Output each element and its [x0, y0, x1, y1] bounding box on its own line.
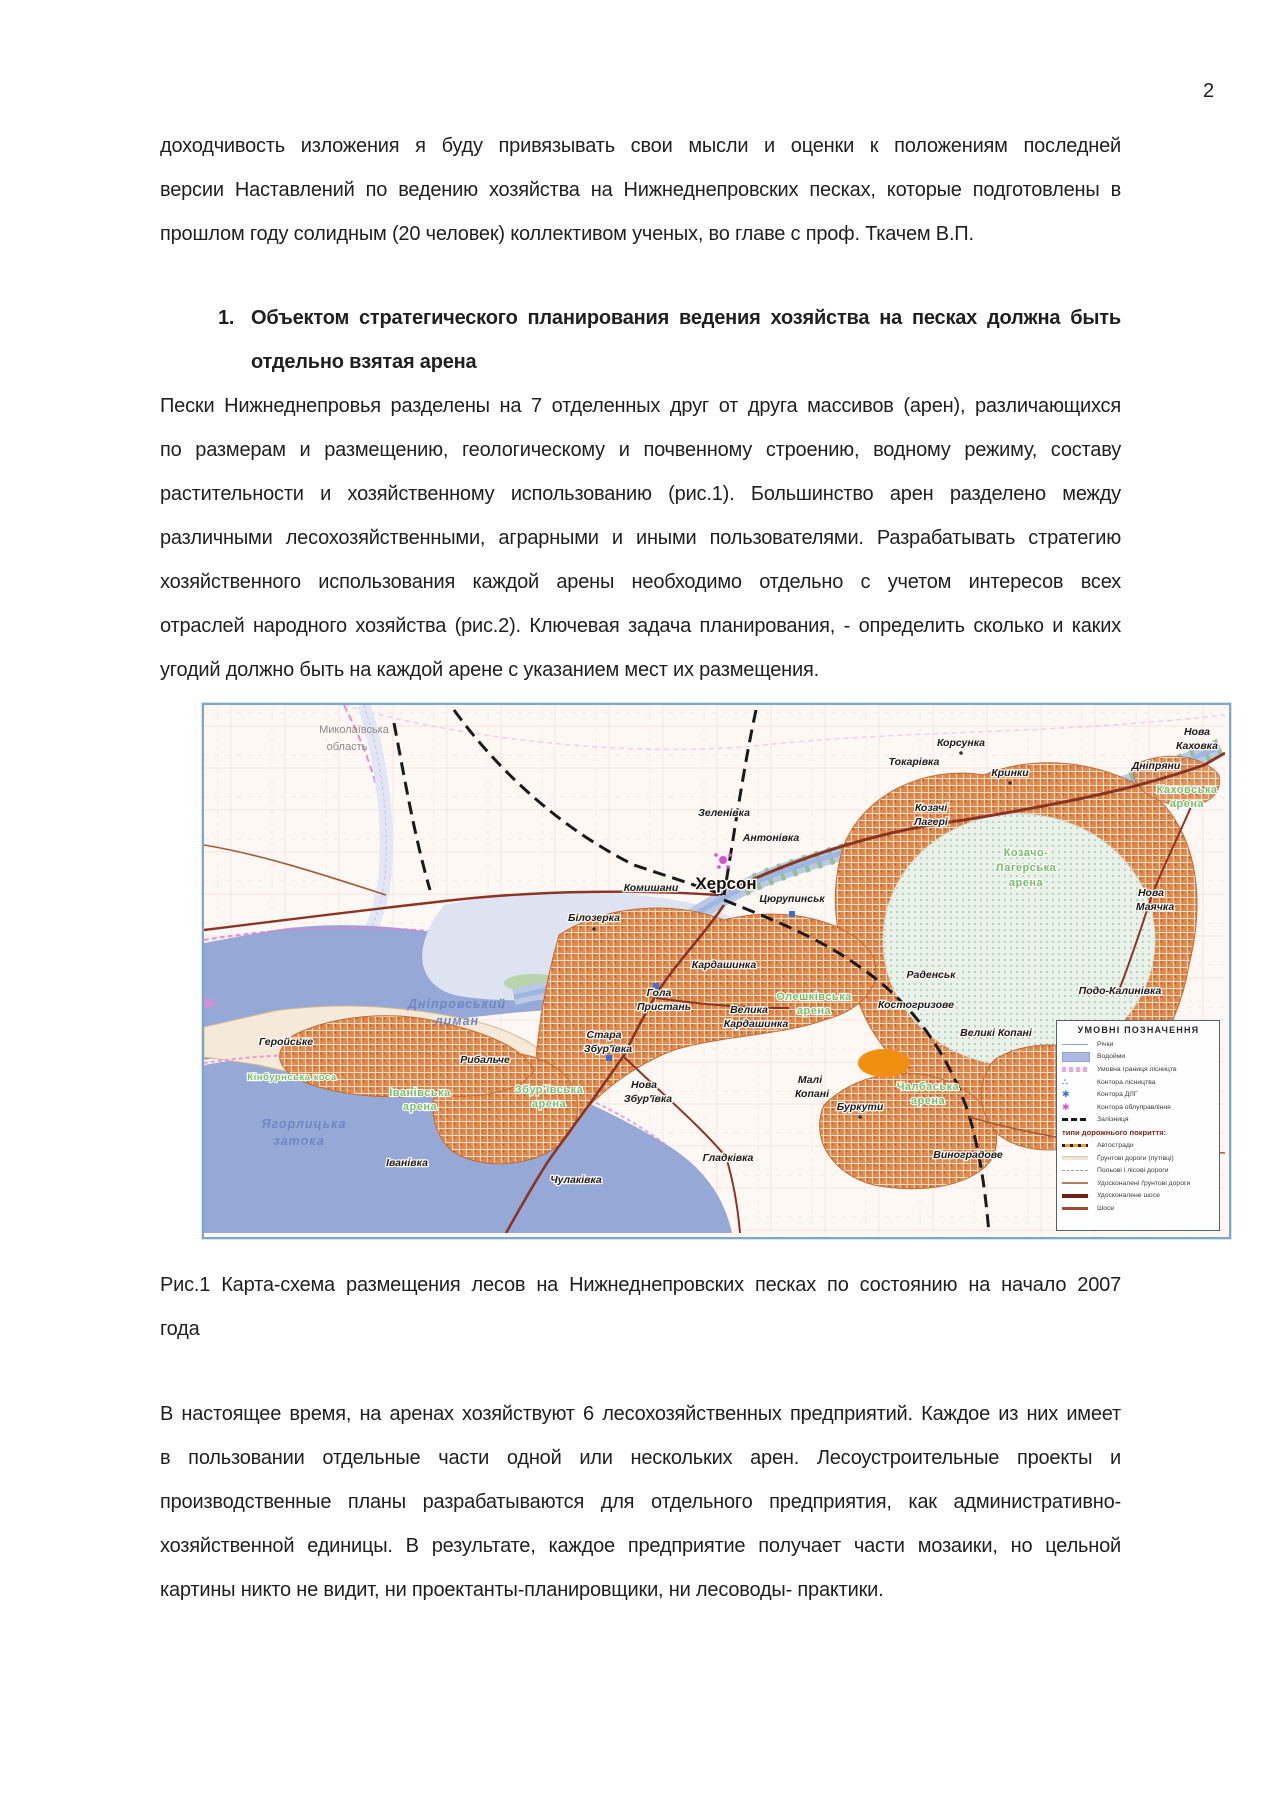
- map-label-town: Гола: [646, 987, 672, 999]
- map-label-arena: Чалбаська: [896, 1081, 960, 1093]
- caption-line: года: [160, 1318, 200, 1340]
- text-line: версии Наставлений по ведению хозяйства на Нижнеднепровских песках, которые подготовлены в: [160, 179, 1121, 201]
- legend-label: Шосе: [1097, 1204, 1115, 1212]
- map-label-town: Нова: [1137, 887, 1165, 899]
- town-dot: [1008, 781, 1012, 785]
- map-label-water: лиман: [434, 1014, 480, 1028]
- map-label-town: Дніпряни: [1131, 760, 1181, 772]
- map-label-town: Кринки: [991, 767, 1029, 779]
- map-label-region: Миколаївська: [319, 724, 389, 736]
- legend-label: Польові і лісові дороги: [1097, 1167, 1169, 1175]
- map-label-city-kherson: Херсон: [695, 874, 757, 893]
- map-label-town: Зеленівка: [698, 807, 750, 819]
- map-label-town: Великі Копані: [960, 1027, 1032, 1039]
- map-label-town: Стара: [586, 1029, 622, 1041]
- improved-dirt-road-icon: [1062, 1182, 1092, 1184]
- office-symbol-tsiurupynsk: [789, 911, 795, 917]
- map-label-town: Рибальче: [460, 1054, 510, 1066]
- map-label-town: Велика: [730, 1004, 768, 1016]
- map-label-arena: арена: [1008, 877, 1044, 889]
- regional-office-icon: ✱: [1062, 1101, 1070, 1112]
- text-line: картины никто не видит, ни проектанты-планировщики, ни лесоводы- практики.: [160, 1579, 884, 1601]
- legend-label: Контора лісництва: [1097, 1078, 1156, 1086]
- map-label-town: Кардашинка: [691, 959, 757, 971]
- river-line-icon: [1062, 1044, 1092, 1045]
- highway-line-icon: [1062, 1207, 1092, 1210]
- map-label-town: Чулаківка: [550, 1174, 602, 1186]
- text-line: хозяйственного использования каждой арены необходимо отдельно с учетом интересов всех: [160, 571, 1121, 593]
- text-line: угодий должно быть на каждой арене с указанием мест их размещения.: [160, 659, 819, 681]
- map-label-town: Лагері: [914, 816, 948, 828]
- map-label-town: Пристань: [637, 1001, 691, 1013]
- heading-number: 1.: [218, 307, 235, 329]
- heading-line: Объектом стратегического планирования ведения хозяйства на песках должна быть: [251, 307, 1121, 329]
- town-dot: [959, 751, 963, 755]
- page-number: 2: [1203, 80, 1215, 102]
- map-label-town: Нова: [1183, 726, 1211, 738]
- legend-label: Водойми: [1097, 1053, 1126, 1061]
- map-label-town: Цюрупинськ: [759, 893, 825, 905]
- map-label-town: Токарівка: [888, 756, 940, 768]
- map-label-arena: Лагерська: [995, 862, 1057, 874]
- map-label-town: Комишани: [623, 882, 679, 894]
- figure-caption: [160, 1263, 1121, 1351]
- map-label-town: Гладківка: [702, 1152, 754, 1164]
- map-label-arena: арена: [402, 1101, 438, 1113]
- legend-label: Удосконалені ґрунтові дороги: [1097, 1179, 1191, 1187]
- legend-label: Річки: [1097, 1040, 1114, 1048]
- map-label-town: Геройське: [258, 1036, 314, 1048]
- legend-road-types-header: типи дорожнього покриття:: [1062, 1128, 1167, 1138]
- legend-label: Умовна границя лісництв: [1097, 1065, 1177, 1073]
- map-label-water: Ягорлицька: [261, 1117, 347, 1131]
- water-swatch-icon: [1062, 1052, 1092, 1062]
- map-label-arena: Козачо-: [1003, 847, 1049, 859]
- paragraph-3: [160, 1392, 1121, 1612]
- map-label-arena: Олешківська: [776, 991, 852, 1003]
- map-label-arena: Каховська: [1156, 784, 1218, 796]
- map-label-town: Маячка: [1135, 901, 1175, 913]
- map-label-town: Копані: [795, 1088, 829, 1100]
- map-label-town: Кардашинка: [723, 1018, 789, 1030]
- text-line: растительности и хозяйственному использованию (рис.1). Большинство арен разделено между: [160, 483, 1121, 505]
- map-label-town: Збур'ївка: [623, 1093, 673, 1105]
- map-label-town: Костогризове: [878, 999, 954, 1011]
- map-label-arena: арена: [1169, 798, 1205, 810]
- forestry-boundary-icon: [1062, 1067, 1092, 1072]
- text-line: в пользовании отдельные части одной или нескольких арен. Лесоустроительные проекты и: [160, 1447, 1121, 1469]
- legend-label: Контора ДЛГ: [1097, 1091, 1138, 1099]
- heading-line: отдельно взятая арена: [251, 351, 477, 373]
- field-road-line-icon: [1062, 1170, 1092, 1171]
- improved-highway-icon: [1062, 1194, 1092, 1198]
- paragraph-2: [160, 384, 1121, 692]
- map-legend: [1056, 1020, 1220, 1231]
- map-label-town: Малі: [797, 1074, 823, 1086]
- map-label-arena: арена: [910, 1095, 946, 1107]
- town-dot: [858, 1115, 862, 1119]
- map-label-town: Козачі: [914, 802, 948, 814]
- legend-label: Контора облуправління: [1097, 1103, 1171, 1111]
- map-label-water: затока: [273, 1134, 325, 1148]
- map-label-town: Подо-Калинівка: [1078, 985, 1162, 997]
- map-label-town: Антонівка: [742, 832, 800, 844]
- paragraph-1: [160, 124, 1121, 256]
- text-line: прошлом году солидным (20 человек) коллективом ученых, во главе с проф. Ткачем В.П.: [160, 223, 974, 245]
- railway-line-icon: [1062, 1118, 1092, 1121]
- legend-label: Удосконалене шосе: [1097, 1192, 1160, 1200]
- map-label-town: Білозерка: [568, 912, 620, 924]
- legend-label: Ґрунтові дороги (путівці): [1097, 1154, 1174, 1162]
- bright-sand-patch: [858, 1049, 910, 1077]
- text-line: хозяйственной единицы. В результате, каждое предприятие получает части мозаики, но цельной: [160, 1535, 1121, 1557]
- text-line: доходчивость изложения я буду привязывать свои мысли и оценки к положениям последней: [160, 135, 1121, 157]
- map-label-town: Корсунка: [936, 737, 986, 749]
- map-label-arena: Збур'ївська: [514, 1084, 584, 1096]
- office-symbol-stara: [606, 1055, 612, 1061]
- map-label-region: область: [326, 741, 368, 753]
- motorway-line-icon: [1062, 1144, 1092, 1147]
- town-dot: [592, 927, 596, 931]
- map-label-town: Буркути: [836, 1101, 884, 1113]
- forestry-office-icon: ∴: [1062, 1076, 1068, 1087]
- map-label-arena: арена: [531, 1098, 567, 1110]
- text-line: В настоящее время, на аренах хозяйствуют 6 лесохозяйственных предприятий. Каждое из них имеет: [160, 1403, 1121, 1425]
- map-label-town: Каховка: [1176, 740, 1218, 752]
- text-line: различными лесохозяйственными, аграрными и иными пользователями. Разрабатывать стратегию: [160, 527, 1121, 549]
- text-line: по размерам и размещению, геологическому и почвенному строению, водному режиму, составу: [160, 439, 1121, 461]
- text-line: отраслей народного хозяйства (рис.2). Ключевая задача планирования, - определить сколько и каких: [160, 615, 1121, 637]
- map-label-water: Дніпровський: [407, 997, 507, 1011]
- caption-line: Рис.1 Карта-схема размещения лесов на Нижнеднепровских песках по состоянию на начало 2007: [160, 1274, 1121, 1296]
- legend-label: Автостради: [1097, 1141, 1134, 1149]
- legend-title: УМОВНІ ПОЗНАЧЕННЯ: [1077, 1025, 1200, 1035]
- text-line: производственные планы разрабатываются для отдельного предприятия, как административно-: [160, 1491, 1121, 1513]
- section-heading: [218, 296, 1121, 384]
- map-label-town: Виноградове: [933, 1149, 1003, 1161]
- map-label-town: Нова: [630, 1079, 658, 1091]
- map-label-town: Іванівка: [386, 1157, 428, 1169]
- map-label-arena: арена: [796, 1005, 832, 1017]
- text-line: Пески Нижнеднепровья разделены на 7 отделенных друг от друга массивов (арен), различающихся: [160, 395, 1121, 417]
- legend-label: Залізниця: [1097, 1116, 1129, 1124]
- dlg-office-icon: ✱: [1062, 1089, 1070, 1100]
- map-label-town: Збур'ївка: [583, 1043, 633, 1055]
- dirt-road-line-icon: [1062, 1156, 1092, 1160]
- map-label-arena: Іванівська: [389, 1087, 451, 1099]
- map-label-town: Раденськ: [906, 969, 956, 981]
- map-label-arena: Кінбурнська коса: [247, 1072, 337, 1083]
